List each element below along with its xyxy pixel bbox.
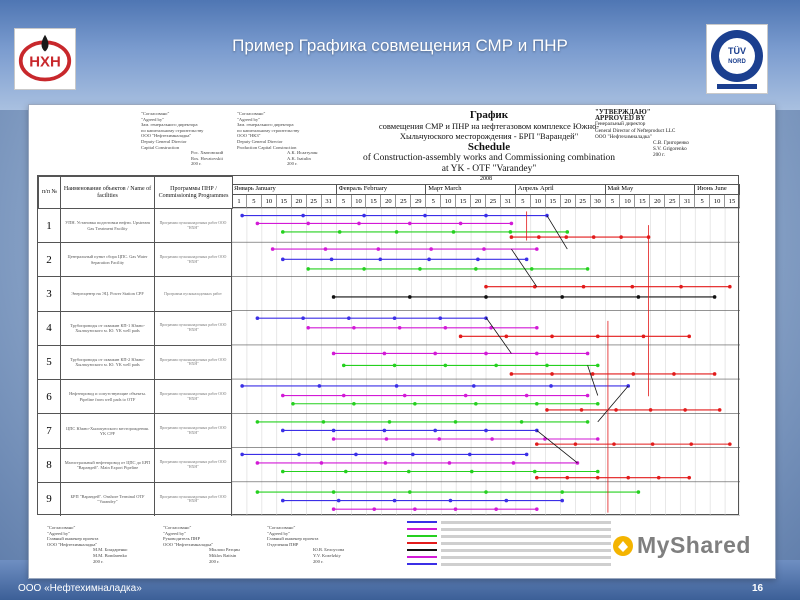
schedule-milestone-dot: [564, 235, 568, 239]
schedule-milestone-dot: [306, 267, 310, 271]
legend-swatch: [407, 528, 437, 530]
schedule-milestone-dot: [614, 408, 618, 412]
schedule-milestone-dot: [407, 470, 411, 474]
schedule-milestone-dot: [383, 429, 387, 433]
day-header: 10: [262, 195, 277, 208]
schedule-milestone-dot: [408, 490, 412, 494]
schedule-milestone-dot: [545, 364, 549, 368]
schedule-milestone-dot: [256, 461, 260, 465]
schedule-milestone-dot: [433, 352, 437, 356]
schedule-milestone-dot: [545, 408, 549, 412]
slide-title: Пример Графика совмещения СМР и ПНР: [232, 36, 568, 55]
schedule-milestone-dot: [472, 384, 476, 388]
schedule-milestone-dot: [393, 364, 397, 368]
day-header: 5: [695, 195, 710, 208]
nhn-logo-icon: [14, 28, 76, 90]
day-header: 20: [471, 195, 486, 208]
schedule-milestone-dot: [423, 214, 427, 218]
schedule-milestone-dot: [306, 326, 310, 330]
schedule-milestone-dot: [525, 394, 529, 398]
schedule-milestone-dot: [320, 461, 324, 465]
schedule-milestone-dot: [383, 352, 387, 356]
day-header: 25: [307, 195, 322, 208]
watermark-text: MyShared: [637, 532, 751, 558]
schedule-milestone-dot: [332, 429, 336, 433]
schedule-milestone-dot: [505, 335, 509, 339]
schedule-milestone-dot: [549, 384, 553, 388]
day-header: 10: [441, 195, 456, 208]
legend-text-line: [441, 549, 611, 552]
svg-text:НХН: НХН: [29, 53, 61, 71]
schedule-milestone-dot: [433, 429, 437, 433]
svg-text:TÜV: TÜV: [728, 46, 746, 56]
legend-area: [407, 521, 607, 577]
dependency-arrow: [598, 386, 628, 422]
schedule-milestone-dot: [525, 453, 529, 457]
schedule-milestone-dot: [596, 335, 600, 339]
schedule-milestone-dot: [482, 247, 486, 251]
schedule-milestone-dot: [637, 295, 641, 299]
schedule-milestone-dot: [459, 335, 463, 339]
schedule-milestone-dot: [393, 316, 397, 320]
approval-block-middle: "Согласовано" "Agreed by" Зам. генерального директора по капитальному строительству ООО "НКЗ" Deputy General Director Production Capital Construction А.К. Исаатулин A.K. Isatulin 200 г.: [237, 111, 318, 167]
row-number: 8: [38, 448, 60, 482]
schedule-milestone-dot: [509, 230, 513, 234]
schedule-milestone-dot: [454, 420, 458, 424]
schedule-milestone-dot: [452, 230, 456, 234]
schedule-milestone-dot: [535, 402, 539, 406]
day-header: 5: [337, 195, 352, 208]
schedule-milestone-dot: [535, 326, 539, 330]
month-header: Февраль February: [337, 185, 427, 195]
schedule-milestone-dot: [256, 316, 260, 320]
schedule-milestone-dot: [679, 285, 683, 289]
month-header: Май May: [606, 185, 696, 195]
schedule-milestone-dot: [560, 295, 564, 299]
legend-swatch: [407, 556, 437, 558]
day-header: 15: [456, 195, 471, 208]
schedule-milestone-dot: [713, 372, 717, 376]
schedule-milestone-dot: [342, 364, 346, 368]
day-header: 20: [292, 195, 307, 208]
row-programme: Программа пусконаладочных работ ООО "НХН": [154, 379, 232, 413]
schedule-milestone-dot: [535, 507, 539, 511]
legend-swatch: [407, 563, 437, 565]
schedule-milestone-dot: [586, 267, 590, 271]
day-header: 10: [531, 195, 546, 208]
watermark-logo-icon: [612, 535, 634, 557]
schedule-milestone-dot: [550, 335, 554, 339]
schedule-milestone-dot: [444, 326, 448, 330]
schedule-milestone-dot: [596, 470, 600, 474]
schedule-milestone-dot: [427, 258, 431, 262]
tuv-nord-logo-icon: [706, 24, 768, 94]
row-facility-name: Нефтепровод и сопутствующие объекты. Pipeline from well pads to OTF: [60, 379, 154, 413]
approval-block-left: "Согласовано" "Agreed by" Зам. генерального директора по капитальному строительству ООО "Нефтехимналадка" Deputy General Director Capital Construction Рос. Хватовский Ros. Hovatovskii 200 г.: [141, 111, 224, 167]
legend-text-line: [441, 521, 611, 524]
row-facility-name: Трубопроводы от скважин КП-2 Южно-Хыльчуюского м. Ю. YK well pads: [60, 345, 154, 379]
schedule-milestone-dot: [384, 461, 388, 465]
schedule-milestone-dot: [560, 499, 564, 503]
page-number: 16: [752, 583, 764, 594]
svg-text:NORD: NORD: [728, 59, 746, 65]
day-header: 5: [426, 195, 441, 208]
schedule-milestone-dot: [689, 442, 693, 446]
schedule-milestone-dot: [484, 490, 488, 494]
header-num: п/п №: [38, 176, 61, 209]
schedule-milestone-dot: [330, 258, 334, 262]
day-header: 10: [352, 195, 367, 208]
schedule-milestone-dot: [413, 402, 417, 406]
legend-swatch: [407, 542, 437, 544]
day-header: 10: [620, 195, 635, 208]
day-header: 29: [411, 195, 426, 208]
legend-swatch: [407, 521, 437, 523]
schedule-milestone-dot: [413, 507, 417, 511]
header-name: Наименование объектов / Name of facilities: [60, 176, 155, 209]
dependency-arrow: [537, 430, 578, 463]
day-header: 5: [516, 195, 531, 208]
gantt-table: [37, 175, 739, 515]
schedule-milestone-dot: [728, 442, 732, 446]
schedule-milestone-dot: [512, 461, 516, 465]
schedule-milestone-dot: [377, 247, 381, 251]
signature-block-3: "Согласовано" "Agreed by" Главный инженер проекта Отделения ПНР Ю.В. Белоусова Y.V. Kozelzkiy 200 г.: [267, 525, 345, 564]
row-number: 7: [38, 413, 60, 447]
schedule-milestone-dot: [332, 352, 336, 356]
schedule-milestone-dot: [619, 235, 623, 239]
schedule-milestone-dot: [332, 490, 336, 494]
schedule-milestone-dot: [530, 267, 534, 271]
schedule-milestone-dot: [352, 402, 356, 406]
row-number: 6: [38, 379, 60, 413]
schedule-milestone-dot: [256, 490, 260, 494]
day-header: 25: [665, 195, 680, 208]
schedule-milestone-dot: [322, 420, 326, 424]
schedule-milestone-dot: [393, 499, 397, 503]
schedule-milestone-dot: [459, 222, 463, 226]
row-programme: Программа пусконаладочных работ ООО "НХН": [154, 413, 232, 447]
schedule-milestone-dot: [301, 316, 305, 320]
row-programme: Программа пусконаладочных работ: [154, 276, 232, 310]
header-programmes: Программы ПНР / Commissioning Programmes: [154, 176, 233, 209]
footer-company: ООО «Нефтехимналадка»: [18, 583, 142, 594]
schedule-milestone-dot: [474, 402, 478, 406]
day-header: 5: [247, 195, 262, 208]
schedule-milestone-dot: [592, 235, 596, 239]
row-number: 1: [38, 208, 60, 242]
schedule-milestone-dot: [596, 402, 600, 406]
schedule-milestone-dot: [388, 420, 392, 424]
month-header: Январь January: [232, 185, 337, 195]
schedule-milestone-dot: [281, 499, 285, 503]
schedule-milestone-dot: [474, 267, 478, 271]
schedule-milestone-dot: [510, 222, 514, 226]
legend-text-line: [441, 535, 611, 538]
schedule-milestone-dot: [438, 316, 442, 320]
legend-text-line: [441, 542, 611, 545]
schedule-milestone-dot: [324, 247, 328, 251]
legend-swatch: [407, 535, 437, 537]
gantt-chart-area: [232, 208, 740, 516]
month-header: Март March: [426, 185, 516, 195]
day-header: 15: [635, 195, 650, 208]
schedule-milestone-dot: [476, 258, 480, 262]
row-programme: Программа пусконаладочных работ ООО "НХН": [154, 311, 232, 345]
schedule-milestone-dot: [510, 235, 514, 239]
schedule-milestone-dot: [525, 258, 529, 262]
row-number: 9: [38, 482, 60, 516]
day-header: 25: [396, 195, 411, 208]
row-facility-name: Трубопроводы от скважин КП-1 Южно-Хыльчуюского м. Ю. YK well pads: [60, 311, 154, 345]
day-header: 31: [680, 195, 695, 208]
schedule-milestone-dot: [448, 461, 452, 465]
signature-block-2: "Согласовано" "Agreed by" Руководитель ПНР ООО "Нефтехимналадка" Мiклош Ратцин Miklos Rattsin 200 г.: [163, 525, 240, 564]
schedule-milestone-dot: [713, 295, 717, 299]
schedule-milestone-dot: [297, 453, 301, 457]
schedule-milestone-dot: [379, 258, 383, 262]
day-header: 10: [710, 195, 725, 208]
row-programme: Программа пусконаладочных работ ООО "НХН": [154, 448, 232, 482]
legend-text-line: [441, 563, 611, 566]
day-header: 15: [546, 195, 561, 208]
day-header: 5: [606, 195, 621, 208]
dependency-arrow: [588, 365, 598, 395]
schedule-milestone-dot: [470, 470, 474, 474]
schedule-milestone-dot: [240, 214, 244, 218]
schedule-milestone-dot: [586, 352, 590, 356]
schedule-milestone-dot: [281, 470, 285, 474]
schedule-milestone-dot: [429, 247, 433, 251]
legend-swatch: [407, 549, 437, 551]
schedule-milestone-dot: [411, 453, 415, 457]
schedule-milestone-dot: [580, 408, 584, 412]
schedule-milestone-dot: [281, 230, 285, 234]
row-facility-name: УПН. Установка подготовки нефти. Upstream Gas Treatment Facility: [60, 208, 154, 242]
row-number: 5: [38, 345, 60, 379]
schedule-milestone-dot: [271, 247, 275, 251]
schedule-milestone-dot: [484, 214, 488, 218]
schedule-milestone-dot: [372, 507, 376, 511]
row-facility-name: Центральный пункт сбора ЦПС. Gas Water Separation Facility: [60, 242, 154, 276]
schedule-milestone-dot: [490, 437, 494, 441]
schedule-milestone-dot: [632, 372, 636, 376]
day-header: 25: [486, 195, 501, 208]
approved-block: "УТВЕРЖДАЮ" APPROVED BY Генеральный директор General Director of Nefteproduct LLC ООО "Нефтехимналадка" С.В. Григоренко S.V. Grigorenko 200 г.: [595, 108, 689, 159]
day-header: 15: [725, 195, 740, 208]
schedule-milestone-dot: [342, 394, 346, 398]
schedule-milestone-dot: [256, 222, 260, 226]
row-number: 4: [38, 311, 60, 345]
day-header: 20: [381, 195, 396, 208]
schedule-milestone-dot: [464, 394, 468, 398]
row-facility-name: ЦПС Южно-Хыльчуюского месторождения. YK CPF: [60, 413, 154, 447]
schedule-milestone-dot: [687, 335, 691, 339]
schedule-milestone-dot: [642, 335, 646, 339]
schedule-milestone-dot: [352, 326, 356, 330]
schedule-title: [359, 109, 619, 175]
schedule-milestone-dot: [332, 437, 336, 441]
schedule-milestone-dot: [535, 247, 539, 251]
row-facility-name: Энергоцентр на ЭЦ. Power Station CPF: [60, 276, 154, 310]
schedule-milestone-dot: [256, 420, 260, 424]
schedule-milestone-dot: [586, 394, 590, 398]
day-header: 31: [322, 195, 337, 208]
row-programme: Программа пусконаладочных работ ООО "НХН": [154, 242, 232, 276]
schedule-milestone-dot: [240, 384, 244, 388]
day-header: 1: [232, 195, 247, 208]
schedule-milestone-dot: [395, 384, 399, 388]
schedule-milestone-dot: [281, 258, 285, 262]
schedule-milestone-dot: [337, 499, 341, 503]
schedule-subtitle-ru: совмещения СМР и ПНР на нефтегазовом комплексе Южно-Хыльчуюского месторождения - БРП "Варандей": [378, 121, 600, 141]
schedule-milestone-dot: [535, 476, 539, 480]
schedule-milestone-dot: [728, 285, 732, 289]
schedule-milestone-dot: [520, 420, 524, 424]
schedule-milestone-dot: [649, 408, 653, 412]
row-programme: Программа пусконаладочных работ ООО "НХН": [154, 345, 232, 379]
schedule-milestone-dot: [332, 507, 336, 511]
row-programme: Программа пусконаладочных работ ООО "НХН": [154, 482, 232, 516]
schedule-milestone-dot: [240, 453, 244, 457]
schedule-milestone-dot: [281, 429, 285, 433]
schedule-milestone-dot: [535, 442, 539, 446]
schedule-milestone-dot: [344, 470, 348, 474]
schedule-milestone-dot: [631, 285, 635, 289]
schedule-milestone-dot: [454, 507, 458, 511]
row-facility-name: БРП "Варандей". Onshore Terminal OTF "Varandey": [60, 482, 154, 516]
schedule-milestone-dot: [591, 372, 595, 376]
row-number: 3: [38, 276, 60, 310]
schedule-milestone-dot: [403, 394, 407, 398]
schedule-milestone-dot: [612, 442, 616, 446]
schedule-milestone-dot: [395, 230, 399, 234]
schedule-milestone-dot: [582, 285, 586, 289]
schedule-milestone-dot: [718, 408, 722, 412]
schedule-milestone-dot: [398, 326, 402, 330]
day-header: 15: [277, 195, 292, 208]
day-header: 20: [650, 195, 665, 208]
schedule-milestone-dot: [449, 499, 453, 503]
schedule-milestone-dot: [637, 490, 641, 494]
schedule-milestone-dot: [537, 235, 541, 239]
schedule-milestone-dot: [437, 437, 441, 441]
schedule-milestone-dot: [418, 267, 422, 271]
schedule-milestone-dot: [494, 364, 498, 368]
schedule-milestone-dot: [354, 453, 358, 457]
schedule-milestone-dot: [550, 372, 554, 376]
legend-text-line: [441, 528, 611, 531]
schedule-milestone-dot: [596, 437, 600, 441]
watermark: [612, 532, 751, 559]
year-header: 2008: [232, 176, 740, 185]
schedule-milestone-dot: [362, 267, 366, 271]
schedule-milestone-dot: [651, 442, 655, 446]
schedule-milestone-dot: [444, 364, 448, 368]
schedule-milestone-dot: [565, 230, 569, 234]
schedule-milestone-dot: [565, 476, 569, 480]
schedule-milestone-dot: [626, 476, 630, 480]
schedule-milestone-dot: [484, 429, 488, 433]
row-programme: Программа пусконаладочных работ ООО "НХН": [154, 208, 232, 242]
day-header: 25: [576, 195, 591, 208]
schedule-milestone-dot: [505, 499, 509, 503]
schedule-document: [28, 104, 776, 579]
schedule-milestone-dot: [484, 295, 488, 299]
row-number: 2: [38, 242, 60, 276]
schedule-milestone-dot: [385, 437, 389, 441]
schedule-milestone-dot: [468, 453, 472, 457]
schedule-milestone-dot: [291, 402, 295, 406]
schedule-milestone-dot: [533, 470, 537, 474]
month-header: Апрель April: [516, 185, 606, 195]
schedule-milestone-dot: [596, 476, 600, 480]
schedule-milestone-dot: [332, 295, 336, 299]
legend-text-line: [441, 556, 611, 559]
day-header: 30: [591, 195, 606, 208]
signature-block-1: "Согласовано" "Agreed by" Главный инженер проекта ООО "Нефтехимналадка" М.М. Бондаренко M.M. Bondarenko 200 г.: [47, 525, 128, 564]
schedule-milestone-dot: [362, 214, 366, 218]
schedule-milestone-dot: [484, 285, 488, 289]
schedule-milestone-dot: [347, 316, 351, 320]
schedule-milestone-dot: [657, 476, 661, 480]
schedule-milestone-dot: [574, 442, 578, 446]
row-facility-name: Магистральный нефтепровод от ЦПС до БРП "Варандей". Main Export Pipeline: [60, 448, 154, 482]
month-header: Июнь June: [695, 185, 740, 195]
day-header: 20: [561, 195, 576, 208]
schedule-milestone-dot: [408, 295, 412, 299]
schedule-milestone-dot: [683, 408, 687, 412]
schedule-milestone-dot: [306, 222, 310, 226]
schedule-milestone-dot: [687, 476, 691, 480]
schedule-milestone-dot: [596, 364, 600, 368]
schedule-title-en: Schedule: [467, 141, 511, 153]
schedule-milestone-dot: [301, 214, 305, 218]
schedule-milestone-dot: [494, 507, 498, 511]
day-header: 31: [501, 195, 516, 208]
schedule-milestone-dot: [357, 222, 361, 226]
schedule-milestone-dot: [672, 372, 676, 376]
schedule-milestone-dot: [281, 394, 285, 398]
schedule-milestone-dot: [560, 490, 564, 494]
schedule-milestone-dot: [484, 352, 488, 356]
day-header: 15: [366, 195, 381, 208]
schedule-milestone-dot: [318, 384, 322, 388]
schedule-milestone-dot: [535, 352, 539, 356]
schedule-milestone-dot: [586, 420, 590, 424]
schedule-milestone-dot: [510, 372, 514, 376]
schedule-milestone-dot: [338, 230, 342, 234]
schedule-subtitle-en: of Construction-assembly works and Commissioning combination at YK - OTF "Varandey": [363, 153, 615, 174]
schedule-title-ru: График: [469, 109, 509, 121]
schedule-milestone-dot: [408, 222, 412, 226]
